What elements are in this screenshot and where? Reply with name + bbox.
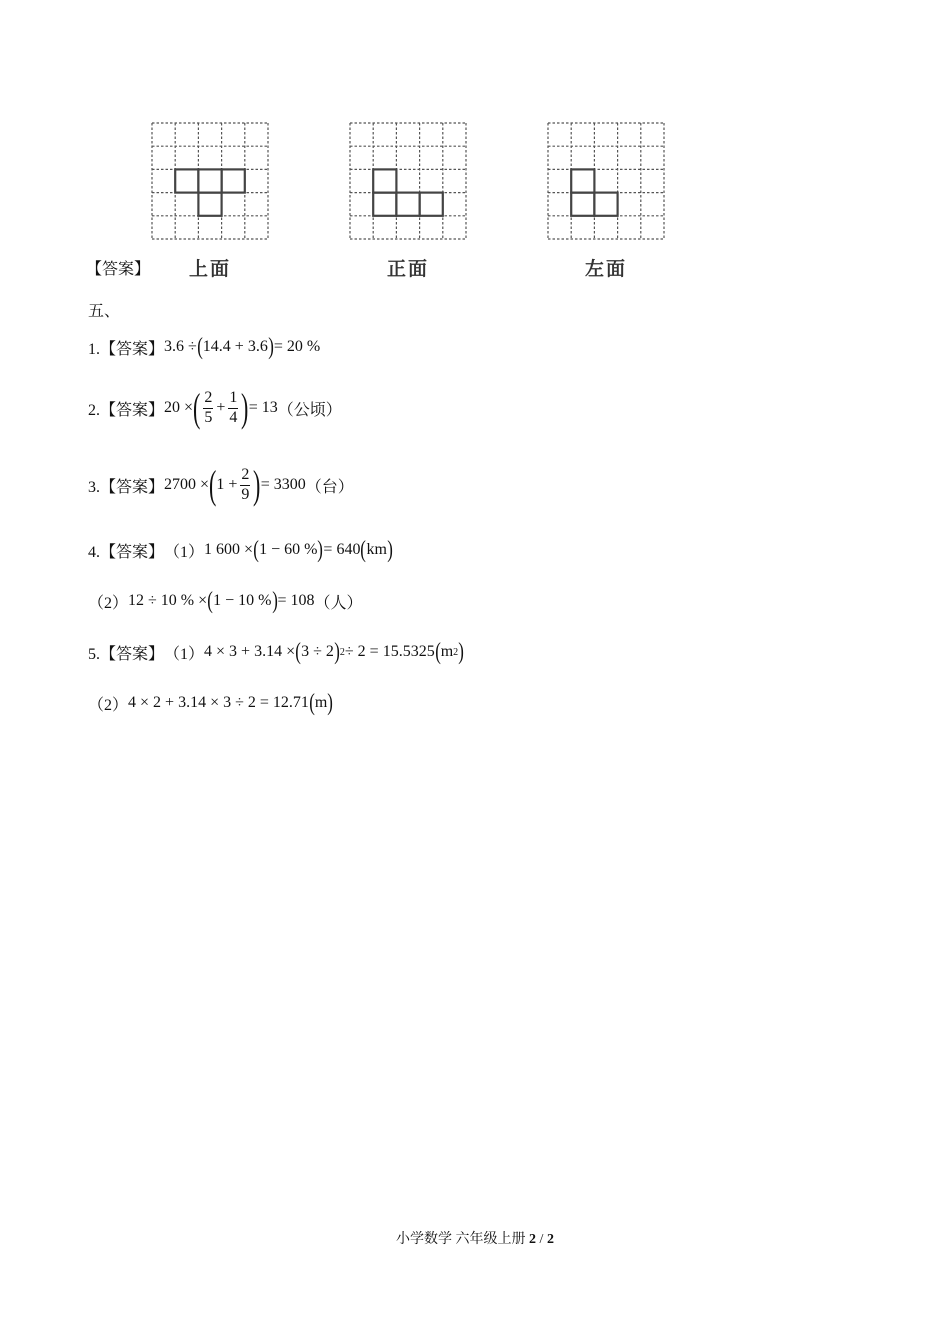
filled-cell <box>594 193 617 216</box>
paren-open: ( <box>434 639 441 665</box>
q1-expr-a: 3.6 ÷ <box>164 338 197 355</box>
filled-cell <box>420 193 443 216</box>
q3-result: = 3300 <box>260 476 306 493</box>
q3-unit: （台） <box>305 478 354 496</box>
paren-close: ) <box>334 639 340 665</box>
filled-cell <box>175 169 198 192</box>
grid-left-view <box>547 122 665 240</box>
paren-open: ( <box>309 690 315 716</box>
paren-open: ( <box>253 537 259 563</box>
numerator: 2 <box>241 466 250 484</box>
fraction-1 <box>203 389 213 427</box>
q5-expr-a: 4 × 3 + 3.14 × <box>204 643 296 660</box>
q5-part1-label: （1） <box>164 645 205 663</box>
fraction <box>240 466 250 504</box>
q2-expr-a: 20 × <box>164 399 194 416</box>
answer-4-part-2 <box>88 589 363 613</box>
answer-label: 【答案】 <box>86 261 151 278</box>
denominator: 5 <box>204 408 213 426</box>
view-front <box>349 122 467 280</box>
q5-unit2: m <box>314 694 328 711</box>
q3-expr-a: 2700 × <box>164 476 210 493</box>
paren-close: ) <box>458 639 464 665</box>
filled-cell <box>373 193 396 216</box>
fraction-2 <box>228 389 238 427</box>
q4-unit: km <box>366 541 387 558</box>
filled-cell <box>198 193 221 216</box>
filled-cell <box>571 193 594 216</box>
numerator: 2 <box>204 389 213 407</box>
paren-close: ) <box>387 537 393 563</box>
paren-open: ( <box>295 639 301 665</box>
paren-close: ) <box>327 690 334 716</box>
denominator: 9 <box>241 485 250 503</box>
q4-part1-label: （1） <box>164 543 205 561</box>
q3-one: 1 + <box>216 476 238 493</box>
answer-4-part-1 <box>88 538 393 562</box>
filled-cell <box>198 169 221 192</box>
view-top <box>151 122 269 280</box>
view-left <box>547 122 665 280</box>
paren-close: ) <box>253 462 261 507</box>
q4-expr-b: 1 − 60 % <box>259 541 318 558</box>
caption-left: 左面 <box>584 258 627 280</box>
q4-result2: = 108 <box>277 592 315 609</box>
q5-unit: m <box>440 643 454 660</box>
paren-close: ) <box>268 334 274 360</box>
answer-5-part-2 <box>88 691 333 715</box>
filled-cell <box>373 169 396 192</box>
answer-2 <box>88 385 342 430</box>
filled-cell <box>396 193 419 216</box>
unit-exponent: 2 <box>453 646 459 658</box>
page-footer <box>0 1228 950 1248</box>
paren-open: ( <box>207 588 213 614</box>
page-total: 2 <box>546 1232 554 1247</box>
answer-5-part-1 <box>88 640 464 664</box>
denominator: 4 <box>229 408 238 426</box>
heading-text: 五、 <box>88 303 121 320</box>
q5-expr-a2: 4 × 2 + 3.14 × 3 ÷ 2 = 12.71 <box>128 694 309 711</box>
q4-expr-a: 1 600 × <box>204 541 254 558</box>
caption-top: 上面 <box>188 258 231 280</box>
paren-open: ( <box>193 385 201 430</box>
numerator: 1 <box>229 389 238 407</box>
q3-prefix: 3.【答案】 <box>88 478 165 496</box>
grid-top-view <box>151 122 269 240</box>
q5-prefix: 5.【答案】 <box>88 645 165 663</box>
q1-expr-b: 14.4 + 3.6 <box>202 338 268 355</box>
q4-expr-b2: 1 − 10 % <box>213 592 272 609</box>
paren-close: ) <box>271 588 278 614</box>
grid-front-view <box>349 122 467 240</box>
answer-3 <box>88 462 354 507</box>
q2-unit: （公顷） <box>277 401 342 419</box>
paren-close: ) <box>317 537 324 563</box>
filled-cell <box>222 169 245 192</box>
q4-prefix: 4.【答案】 <box>88 543 165 561</box>
q4-part2-label: （2） <box>88 594 129 612</box>
caption-front: 正面 <box>386 258 429 280</box>
q1-prefix: 1.【答案】 <box>88 340 165 358</box>
paren-open: ( <box>209 462 217 507</box>
three-views <box>84 122 684 282</box>
q4-unit2: （人） <box>314 594 363 612</box>
filled-cell <box>571 169 594 192</box>
q5-result: ÷ 2 = 15.5325 <box>344 643 435 660</box>
paren-open: ( <box>196 334 203 360</box>
page-number: 2 <box>529 1232 537 1247</box>
paren-close: ) <box>241 385 249 430</box>
plus-sign: + <box>216 399 226 416</box>
q2-result: = 13 <box>248 399 278 416</box>
answer-1 <box>88 335 320 359</box>
q5-part2-label: （2） <box>88 696 129 714</box>
page-sep: / <box>536 1232 547 1247</box>
q4-result: = 640 <box>323 541 361 558</box>
paren-open: ( <box>360 537 367 563</box>
section-heading <box>88 298 120 321</box>
q5-expr-b: 3 ÷ 2 <box>301 643 334 660</box>
footer-text: 小学数学 六年级上册 <box>396 1232 530 1247</box>
q4-expr-a2: 12 ÷ 10 % × <box>128 592 208 609</box>
q1-result: = 20 % <box>273 338 321 355</box>
exponent: 2 <box>339 646 345 658</box>
q2-prefix: 2.【答案】 <box>88 401 165 419</box>
